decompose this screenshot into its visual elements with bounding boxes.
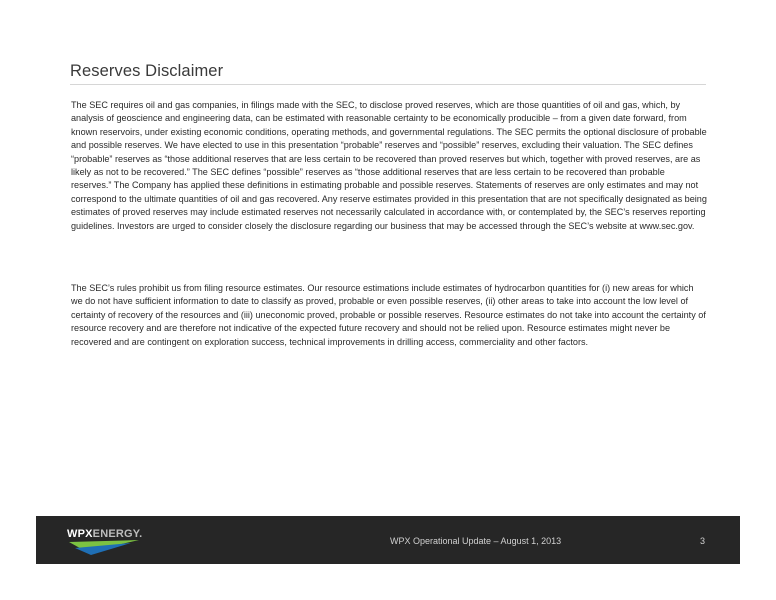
footer-caption: WPX Operational Update – August 1, 2013	[390, 536, 562, 546]
logo-wordmark	[67, 528, 142, 540]
logo-energy: ENERGY	[92, 528, 140, 540]
disclaimer-paragraph-reserves: The SEC requires oil and gas companies, in filings made with the SEC, to disclose proved reserves, which are those quantities of oil and gas, which, by analysis of geoscience and engineering data, can be estimated with reasonable certainty to be economically producible – from a given date forward, from known reservoirs, under existing economic conditions, operating methods, and governmental regulations. The SEC permits the optional disclosure of probable and possible reserves. We have elected to use in this presentation “probable” reserves and “possible” reserves, excluding their valuation. The SEC defines “probable” reserves as “those additional reserves that are less certain to be recovered than proved reserves but which, together with proved reserves, are as likely as not to be recovered.” The SEC defines “possible” reserves as “those additional reserves that are less certain to be recovered than probable reserves.” The Company has applied these definitions in estimating probable and possible reserves. Statements of reserves are only estimates and may not correspond to the ultimate quantities of oil and gas recovered. Any reserve estimates provided in this presentation that are not specifically designated as being estimates of proved reserves may include estimated reserves not necessarily calculated in accordance with, or contemplated by, the SEC’s reserves reporting guidelines. Investors are urged to consider closely the disclosure regarding our business that may be accessed through the SEC’s website at www.sec.gov.	[71, 100, 707, 231]
page-number: 3	[700, 536, 706, 546]
logo-wpx: WPX	[67, 528, 93, 540]
disclaimer-paragraph-resources: The SEC’s rules prohibit us from filing resource estimates. Our resource estimations include estimates of hydrocarbon quantities for (i) new areas for which we do not have sufficient information to date to classify as proved, probable or even possible reserves, (ii) other areas to take into account the low level of certainty of recovery of the resources and (iii) uneconomic proved, probable or possible reserves. Resource estimates do not take into account the certainty of resource recovery and are therefore not indicative of the expected future recovery and should not be relied upon. Resource estimates might never be recovered and are contingent on exploration success, technical improvements in drilling access, commerciality and other factors.	[71, 283, 706, 347]
wpx-energy-logo	[67, 528, 157, 556]
footer-bar	[36, 516, 740, 564]
logo-mark: .	[139, 528, 143, 540]
slide-title: Reserves Disclaimer	[70, 62, 224, 80]
logo-swoosh-icon	[69, 540, 149, 556]
title-divider	[70, 84, 706, 85]
